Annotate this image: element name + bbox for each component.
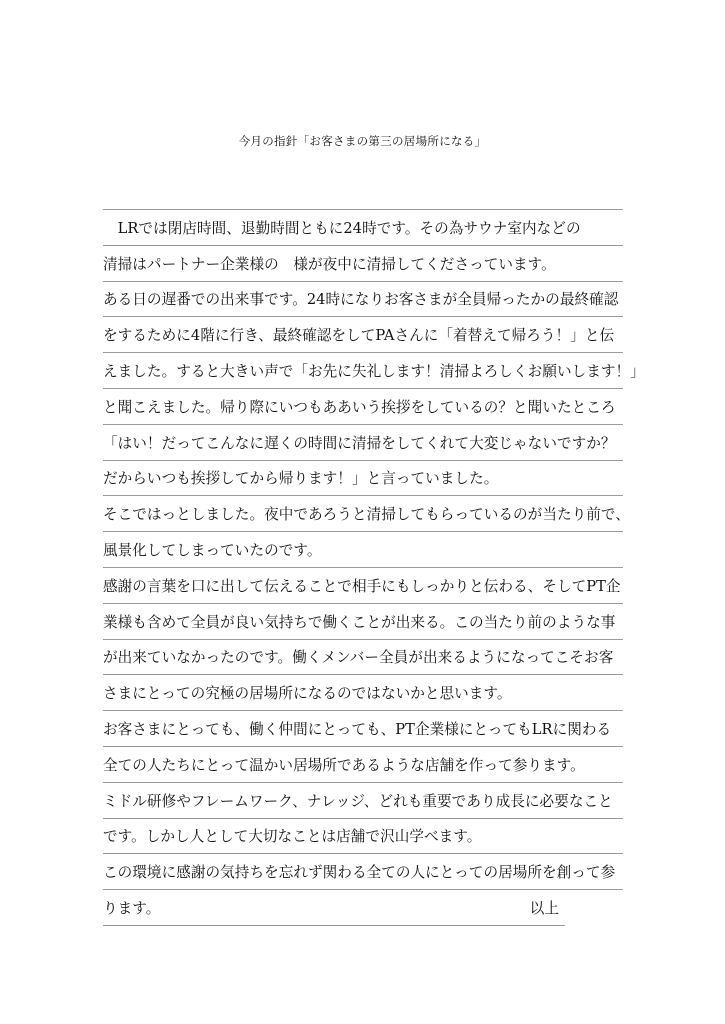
body-line-3: ある日の遅番での出来事です。24時になりお客さまが全員帰ったかの最終確認 [103,282,623,318]
body-line-10: 風景化してしまっていたのです。 [103,532,623,568]
body-line-20 [103,890,565,926]
body-line-6: と聞こえました。帰り際にいつもああいう挨拶をしているの？と聞いたところ [103,389,623,425]
body-line-16: 全ての人たちにとって温かい居場所であるような店舗を作って参ります。 [103,747,623,783]
body-line-15: お客さまにとっても、働く仲間にとっても、PT企業様にとってもLRに関わる [103,711,623,747]
body-line-4: をするために4階に行き、最終確認をしてPAさんに「着替えて帰ろう！」と伝 [103,317,623,353]
body-line-17: ミドル研修やフレームワーク、ナレッジ、どれも重要であり成長に必要なこと [103,783,623,819]
signoff: 以上 [529,900,559,918]
body-line-2: 清掃はパートナー企業様の 様が夜中に清掃してくださっています。 [103,246,623,282]
body-line-11: 感謝の言葉を口に出して伝えることで相手にもしっかりと伝わる、そしてPT企 [103,568,623,604]
body-line-7: 「はい！だってこんなに遅くの時間に清掃をしてくれて大変じゃないですか？ [103,425,623,461]
body-line-14: さまにとっての究極の居場所になるのではないかと思います。 [103,675,623,711]
body-line-8: だからいつも挨拶してから帰ります！」と言っていました。 [103,461,623,497]
body-line-12: 業様も含めて全員が良い気持ちで働くことが出来る。この当たり前のような事 [103,604,623,640]
closing-text: ります。 [103,900,161,918]
body-line-1: LRでは閉店時間、退勤時間ともに24時です。その為サウナ室内などの [103,210,623,246]
body-text [103,209,645,926]
body-line-13: が出来ていなかったのです。働くメンバー全員が出来るようになってこそお客 [103,640,623,676]
page-title: 今月の指針「お客さまの第三の居場所になる」 [238,134,487,148]
body-line-9: そこではっとしました。夜中であろうと清掃してもらっているのが当たり前で、 [103,496,623,532]
body-line-18: です。しかし人として大切なことは店舗で沢山学べます。 [103,819,623,855]
body-line-19: この環境に感謝の気持ちを忘れず関わる全ての人にとっての居場所を創って参 [103,854,623,890]
body-line-5: えました。すると大きい声で「お先に失礼します！清掃よろしくお願いします！」 [103,353,623,389]
